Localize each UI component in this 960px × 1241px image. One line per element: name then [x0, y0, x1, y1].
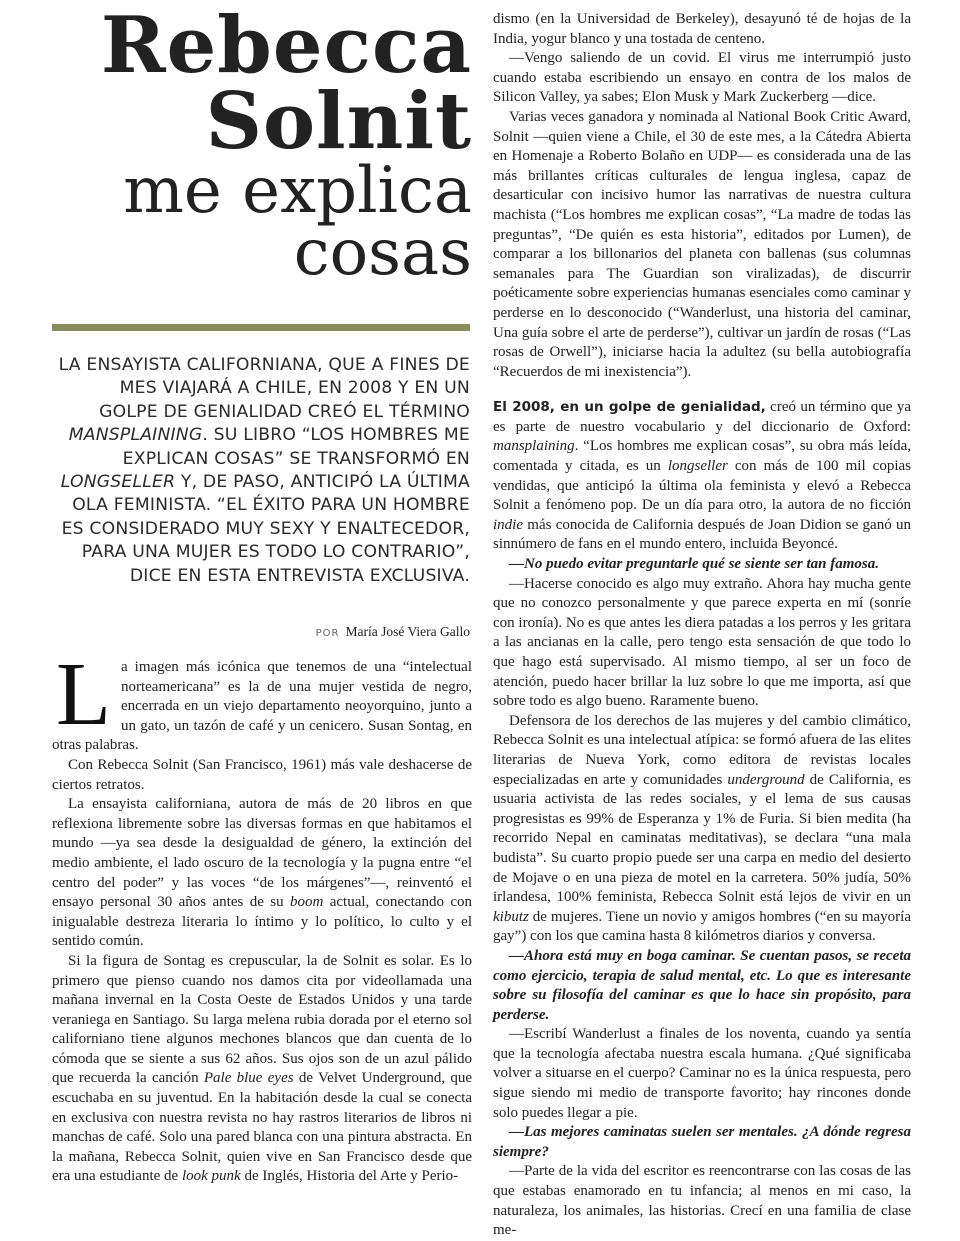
- paragraph: dismo (en la Universidad de Berkeley), desayunó té de hojas de la India, yogur blanco y una tostada de centeno.: [493, 11, 911, 47]
- paragraph-text: más conocida de California después de Joan Didion se ganó un sinnúmero de fans en el mundo entero, incluida Beyoncé.: [493, 516, 911, 553]
- byline-prefix: POR: [315, 628, 340, 639]
- paragraph-text: Defensora de los derechos de las mujeres y del cambio climático, Rebecca Solnit es una intelectual atípica: se formó afuera de las elites literarias de Nueva York, como editora de revistas locales especializadas en arte y comunidades: [493, 712, 911, 788]
- paragraph-text: con más de 100 mil copias vendidas, que anticipó la última ola feminista y elevó a Rebecca Solnit a fenómeno pop. De un día para otro, la autora de no ficción: [493, 458, 911, 514]
- title-divider: [52, 324, 470, 331]
- emphasis: underground: [727, 771, 805, 788]
- paragraph: [52, 645, 472, 756]
- paragraph: —Escribí Wanderlust a finales de los noventa, cuando ya sentía que la tecnología afectaba nuestra escala humana. ¿Qué significaba volver a situarse en el cuerpo? Caminar no es la única respuesta, pero sigue siendo mi medio de transporte favorito; hay rincones donde solo puedes llegar a pie.: [493, 1026, 911, 1121]
- emphasis: look punk: [181, 1168, 241, 1185]
- interview-question: —Las mejores caminatas suelen ser mentales. ¿A dónde regresa siempre?: [493, 1124, 911, 1160]
- paragraph: —Hacerse conocido es algo muy extraño. Ahora hay mucha gente que no conozco personalmente y que parece experta en mí (sonríe con ironía). No es que antes les diera patadas a los perros y les gritara a las ancianas en la calle, pero tengo esta sensación de que todo lo que hago está supervisado. Al mismo tiempo, al ser un foco de atención, puedo hacer brillar la luz sobre lo que me importa, así que sobre todo es algo bueno. Raramente bueno.: [493, 575, 911, 710]
- paragraph-text: a imagen más icónica que tenemos de una “intelectual norteamericana” es la de una mujer vestida de negro, encerrada en un viejo departamento neoyorquino, junto a un gato, un tazón de café y un cenicero. Susan Sontag, en otras palabras.: [52, 659, 472, 754]
- emphasis: Pale blue eyes: [203, 1070, 294, 1087]
- drop-cap: L: [56, 645, 111, 744]
- paragraph: [493, 398, 911, 555]
- right-column: [493, 10, 911, 1241]
- paragraph-text: de mujeres. Tiene un novio y amigos hombres (“en su mayoría gay”) con los que camina hasta 8 kilómetros diarios y conversa.: [493, 908, 911, 945]
- deck-text-3: Y, DE PASO, ANTICIPÓ LA ÚLTIMA OLA FEMINISTA. “EL ÉXITO PARA UN HOMBRE ES CONSIDERADO MUY SEXY Y ENALTECEDOR, PARA UNA MUJER ES TODO LO CONTRARIO”, DICE EN ESTA ENTREVISTA EXCLUSIVA.: [61, 472, 470, 586]
- byline-author: María José Viera Gallo: [345, 624, 470, 639]
- paragraph: [493, 712, 911, 947]
- left-column: [52, 645, 473, 1187]
- paragraph-text: actual, conectando con inigualable destreza literaria lo íntimo y lo político, lo culto y el sentido común.: [52, 894, 473, 950]
- paragraph: Varias veces ganadora y nominada al National Book Critic Award, Solnit —quien viene a Chile, el 30 de este mes, a la Cátedra Abierta en Homenaje a Roberto Bolaño en UDP— es considerada una de las más brillantes críticas culturales de lengua inglesa, capaz de desarticular con incisivo humor las narrativas de nuestra cultura machista (“Los hombres me explican cosas”, “La madre de todas las preguntas”, “De quién es esta historia”, editados por Lumen), de comparar a los billonarios del planeta con ballenas (sus columnas semanales para The Guardian son viralizadas), de discurrir poéticamente sobre experiencias humanas esenciales como caminar y perderse en lo desconocido (“Wanderlust, una historia del caminar, Una guía sobre el arte de perderse”), cultivar un jardín de rosas (“Las rosas de Orwell”), iniciarse hacia la adultez (su bella autobiografía “Recuerdos de mi inexistencia”).: [493, 108, 911, 380]
- paragraph-text: de Velvet Underground, que escuchaba en su juventud. En la habitación desde la cual se conecta en exclusiva con nuestra revista no hay rastros literarios de libros ni manchas de café. Solo una pared blanca con una pintura abstracta. En la mañana, Rebecca Solnit, quien vive en San Francisco desde que era una estudiante de: [52, 1070, 473, 1185]
- deck-emphasis-2: LONGSELLER: [60, 472, 176, 493]
- emphasis: boom: [289, 894, 324, 911]
- paragraph: [52, 795, 472, 952]
- article-title: [100, 0, 472, 290]
- paragraph: —Vengo saliendo de un covid. El virus me interrumpió justo cuando estaba escribiendo un ensayo en contra de los malos de Silicon Valley, ya sabes; Elon Musk y Mark Zuckerberg —dice.: [493, 50, 911, 106]
- paragraph-text: de Inglés, Historia del Arte y Perio-: [240, 1168, 459, 1185]
- interview-question: —Ahora está muy en boga caminar. Se cuentan pasos, se receta como ejercicio, terapia de salud mental, etc. Lo que es interesante sobre su filosofía del caminar es que lo hace sin propósito, para perderse.: [493, 947, 911, 1023]
- paragraph-text: Si la figura de Sontag es crepuscular, la de Solnit es solar. Es lo primero que pienso cuando nos damos cita por videollamada una mañana invernal en la Costa Oeste de Estados Unidos y una tarde veraniega en Santiago. Su larga melena rubia dorada por el eterno sol californiano tiene algunos mechones blancos que dan cuenta de lo cómoda que se siente a sus 62 años. Sus ojos son de un azul pálido que recuerda la canción: [52, 952, 472, 1087]
- paragraph-text: creó un término que ya es parte de nuestro vocabulario y del diccionario de Oxford:: [493, 399, 912, 435]
- paragraph: Con Rebecca Solnit (San Francisco, 1961) más vale deshacerse de ciertos retratos.: [52, 756, 472, 793]
- title-line-3: me explica: [123, 154, 472, 228]
- title-line-2: Solnit: [205, 76, 472, 167]
- interview-question: —No puedo evitar preguntarle qué se siente ser tan famosa.: [509, 556, 879, 573]
- byline: [56, 624, 470, 640]
- deck-emphasis-1: MANSPLAINING: [68, 425, 203, 446]
- lead-in: El 2008, en un golpe de genialidad,: [493, 399, 766, 416]
- emphasis: kibutz: [493, 908, 529, 925]
- emphasis: indie: [493, 516, 523, 533]
- deck-text-2: . SU LIBRO “LOS HOMBRES ME EXPLICAN COSAS” SE TRANSFORMÓ EN: [122, 425, 470, 469]
- title-line-4: cosas: [293, 216, 472, 290]
- title-line-1: Rebecca: [100, 0, 472, 91]
- emphasis: longseller: [667, 458, 728, 475]
- article-deck: [56, 354, 470, 588]
- paragraph-text: de California, es usuaria activista de las redes sociales, y el lema de sus causas progresistas es 99% de Esperanza y 1% de Furia. Si bien medita (ha recorrido Nepal en caminatas meditativas), se declara “una mala budista”. Su cuarto propio puede ser una carpa en medio del desierto de Mojave o en una pieza de motel en la carretera. 50% judía, 50% irlandesa, 100% feminista, Rebecca Solnit está lejos de vivir en un: [493, 771, 912, 906]
- paragraph-text: . “Los hombres me explican cosas”, su obra más leída, comentada y citada, es un: [493, 438, 911, 475]
- deck-text-1: LA ENSAYISTA CALIFORNIANA, QUE A FINES DE MES VIAJARÁ A CHILE, EN 2008 Y EN UN GOLPE DE GENIALIDAD CREÓ EL TÉRMINO: [58, 355, 470, 422]
- paragraph: —Parte de la vida del escritor es reencontrarse con las cosas de las que estabas enamorado en tu infancia; al menos en mi caso, la naturaleza, los animales, las historias. Crecí en una familia de clase me-: [493, 1163, 911, 1239]
- paragraph: [52, 952, 472, 1187]
- paragraph-text: La ensayista californiana, autora de más de 20 libros en que reflexiona libremente sobre las diversas formas en que habitamos el mundo —ya sea desde la desigualdad de género, la extinción del medio ambiente, el lado oscuro de la tecnología y la pugna entre “el centro del poder” y las voces “de los márgenes”—, reinventó el ensayo personal 30 años antes de su: [52, 796, 472, 911]
- emphasis: mansplaining: [493, 438, 575, 455]
